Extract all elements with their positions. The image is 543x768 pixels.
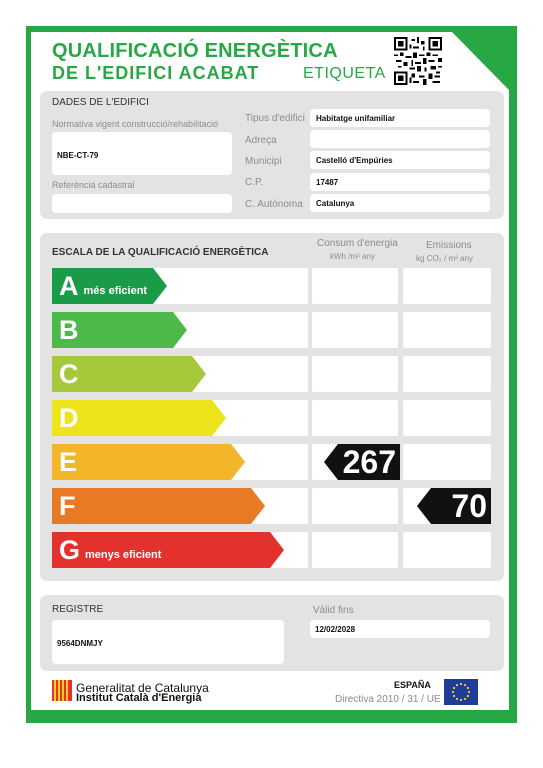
registry-label: REGISTRE: [52, 604, 104, 615]
emissions-cell: [403, 532, 491, 568]
region-value: Catalunya: [316, 199, 355, 208]
emissions-cell: [403, 356, 491, 392]
rating-letter: E: [59, 446, 78, 477]
cadastral-label: Referència cadastral: [52, 180, 135, 190]
rating-letter: D: [59, 402, 79, 433]
rating-letter: B: [59, 314, 79, 345]
emissions-cell: [403, 268, 491, 304]
eu-star: [460, 699, 462, 701]
eu-star: [468, 691, 470, 693]
region-label: C. Autònoma: [245, 199, 303, 210]
rating-bar-g: [52, 532, 284, 568]
eu-star: [453, 687, 455, 689]
rating-bar-e: [52, 444, 245, 480]
rating-bar-c: [52, 356, 206, 392]
eu-star: [456, 684, 458, 686]
eu-star: [464, 684, 466, 686]
emissions-header: Emissions: [426, 240, 472, 251]
consumption-cell: [312, 400, 398, 436]
organization-line-2: Institut Català d'Energia: [76, 692, 202, 704]
consumption-cell: [312, 312, 398, 348]
consumption-unit: kWh /m² any: [330, 252, 375, 261]
building-type-value: Habitatge unifamiliar: [316, 114, 396, 123]
eu-star: [456, 698, 458, 700]
eu-star: [467, 695, 469, 697]
eu-star: [467, 687, 469, 689]
emissions-indicator: 70: [417, 488, 491, 524]
address-label: Adreça: [245, 135, 277, 146]
consumption-cell: [312, 268, 398, 304]
rating-subtitle: menys eficient: [85, 548, 162, 561]
emissions-cell: [403, 444, 491, 480]
municipality-value: Castelló d'Empúries: [316, 156, 393, 165]
building-type-label: Tipus d'edifici: [245, 113, 305, 124]
emissions-cell: [403, 312, 491, 348]
catalonia-flag-icon: [52, 680, 72, 701]
address-field: [310, 130, 490, 148]
eu-star: [460, 683, 462, 685]
cadastral-field: [52, 194, 232, 213]
qr-code-icon: [394, 37, 442, 85]
rating-bar-b: [52, 312, 187, 348]
rating-bar-d: [52, 400, 226, 436]
regulation-value: NBE-CT-79: [57, 151, 99, 160]
eu-star: [464, 698, 466, 700]
valid-until-value: 12/02/2028: [315, 625, 356, 634]
label-type: ETIQUETA: [303, 65, 386, 82]
rating-letter: G: [59, 534, 81, 565]
title-line-1: QUALIFICACIÓ ENERGÈTICA: [52, 40, 338, 62]
eu-star: [453, 695, 455, 697]
consumption-header: Consum d'energia: [317, 238, 398, 249]
municipality-label: Municipi: [245, 156, 282, 167]
emissions-unit: kg CO₂ / m² any: [416, 254, 473, 263]
rating-subtitle: més eficient: [83, 284, 148, 297]
consumption-cell: [312, 356, 398, 392]
postcode-label: C.P.: [245, 177, 264, 188]
building-section-title: DADES DE L'EDIFICI: [52, 97, 149, 108]
rating-letter: C: [59, 358, 79, 389]
rating-letter: F: [59, 490, 76, 521]
eu-flag-icon: [444, 679, 478, 705]
rating-bar-f: [52, 488, 265, 524]
rating-bar-a: [52, 268, 167, 304]
postcode-value: 17487: [316, 178, 339, 187]
consumption-cell: [312, 532, 398, 568]
emissions-cell: [403, 400, 491, 436]
consumption-indicator: 267: [324, 444, 400, 480]
corner-fold: [452, 32, 509, 90]
organization-line-1: Generalitat de Catalunya: [76, 681, 209, 695]
consumption-cell: [312, 488, 398, 524]
registry-value: 9564DNMJY: [57, 639, 103, 648]
eu-star: [452, 691, 454, 693]
rating-letter: A: [59, 270, 79, 301]
regulation-label: Normativa vigent construcció/rehabilitació: [52, 119, 219, 129]
title-line-2: DE L'EDIFICI ACABAT: [52, 63, 260, 83]
scale-section-title: ESCALA DE LA QUALIFICACIÓ ENERGÈTICA: [52, 247, 269, 258]
directive-label: Directiva 2010 / 31 / UE: [335, 694, 441, 705]
valid-until-label: Vàlid fins: [313, 605, 354, 616]
country-label: ESPAÑA: [394, 680, 431, 690]
